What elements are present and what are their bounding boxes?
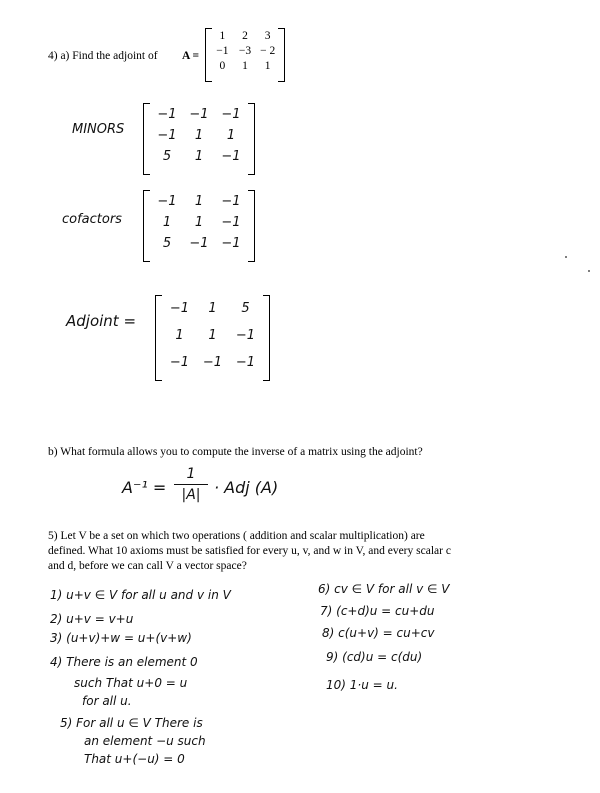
matrix-cell: 5	[162, 149, 172, 164]
matrix-cell: 0	[219, 60, 226, 72]
question-4a-prompt: 4) a) Find the adjoint of	[48, 50, 158, 62]
matrix-cell: 3	[264, 30, 271, 42]
cofactors-label: cofactors	[62, 212, 122, 227]
matrix-cell: 1	[194, 194, 204, 209]
adjoint-matrix	[155, 295, 270, 381]
formula-denominator: |A|	[181, 487, 201, 503]
matrix-cell: −1	[221, 149, 241, 164]
minors-matrix	[143, 103, 255, 175]
axiom-4-line3: for all u.	[82, 694, 132, 708]
question-5-line3: and d, before we can call V a vector space?	[48, 560, 247, 572]
matrix-cell: −3	[238, 45, 252, 57]
formula-rhs: · Adj (A)	[214, 478, 279, 497]
minors-label: MINORS	[72, 122, 125, 137]
matrix-cell: −1	[157, 107, 177, 122]
axiom-6: 6) cv ∈ V for all v ∈ V	[318, 582, 450, 596]
matrix-a-cells	[205, 28, 285, 74]
minors-cells	[143, 103, 255, 168]
matrix-cell: 1	[175, 328, 184, 343]
formula-lhs: A⁻¹ =	[122, 478, 167, 497]
matrix-cell: −1	[169, 355, 190, 370]
axiom-7: 7) (c+d)u = cu+du	[320, 604, 435, 618]
matrix-cell: 1	[194, 215, 204, 230]
margin-dot	[588, 270, 590, 272]
matrix-cell: −1	[189, 107, 209, 122]
matrix-cell: −1	[202, 355, 223, 370]
axiom-1: 1) u+v ∈ V for all u and v in V	[50, 588, 231, 602]
axiom-5-line2: an element −u such	[84, 734, 206, 748]
axiom-10: 10) 1·u = u.	[326, 678, 398, 692]
question-5-line1: 5) Let V be a set on which two operations ( addition and scalar multiplication) are	[48, 530, 425, 542]
axiom-4-line2: such That u+0 = u	[74, 676, 188, 690]
matrix-cell: 1	[264, 60, 271, 72]
matrix-cell: −1	[235, 328, 256, 343]
axiom-5-line1: 5) For all u ∈ V There is	[60, 716, 203, 730]
matrix-cell: −1	[235, 355, 256, 370]
matrix-cell: 5	[241, 301, 250, 316]
cofactors-cells	[143, 190, 255, 255]
matrix-cell: −1	[157, 128, 177, 143]
axiom-4-line1: 4) There is an element 0	[50, 655, 198, 669]
question-5-line2: defined. What 10 axioms must be satisfied for every u, v, and w in V, and every scalar c	[48, 545, 451, 557]
matrix-cell: 5	[162, 236, 172, 251]
matrix-cell: −1	[221, 194, 241, 209]
axiom-2: 2) u+v = v+u	[50, 612, 134, 626]
matrix-cell: 1	[219, 30, 226, 42]
matrix-cell: 2	[242, 30, 248, 42]
matrix-cell: −1	[221, 236, 241, 251]
matrix-a-label: A =	[182, 50, 200, 62]
matrix-cell: 1	[208, 301, 217, 316]
adjoint-cells	[155, 295, 270, 376]
question-4b-prompt: b) What formula allows you to compute the inverse of a matrix using the adjoint?	[48, 446, 423, 458]
axiom-8: 8) c(u+v) = cu+cv	[322, 626, 435, 640]
matrix-cell: 1	[194, 149, 204, 164]
formula-fraction	[174, 466, 208, 503]
cofactors-matrix	[143, 190, 255, 262]
matrix-cell: −1	[216, 45, 229, 57]
matrix-cell: 1	[226, 128, 236, 143]
matrix-cell: 1	[242, 60, 248, 72]
axiom-5-line3: That u+(−u) = 0	[84, 752, 185, 766]
margin-dot	[565, 256, 567, 258]
matrix-a	[205, 28, 285, 82]
matrix-cell: 1	[208, 328, 217, 343]
adjoint-label: Adjoint =	[66, 312, 137, 330]
matrix-cell: −1	[221, 107, 241, 122]
matrix-cell: −1	[157, 194, 177, 209]
matrix-cell: −1	[189, 236, 209, 251]
formula-numerator: 1	[186, 466, 196, 482]
axiom-3: 3) (u+v)+w = u+(v+w)	[50, 631, 192, 645]
matrix-cell: −1	[169, 301, 190, 316]
matrix-cell: −1	[221, 215, 241, 230]
matrix-cell: 1	[162, 215, 172, 230]
matrix-cell: − 2	[260, 45, 276, 57]
axiom-9: 9) (cd)u = c(du)	[326, 650, 423, 664]
matrix-cell: 1	[194, 128, 204, 143]
